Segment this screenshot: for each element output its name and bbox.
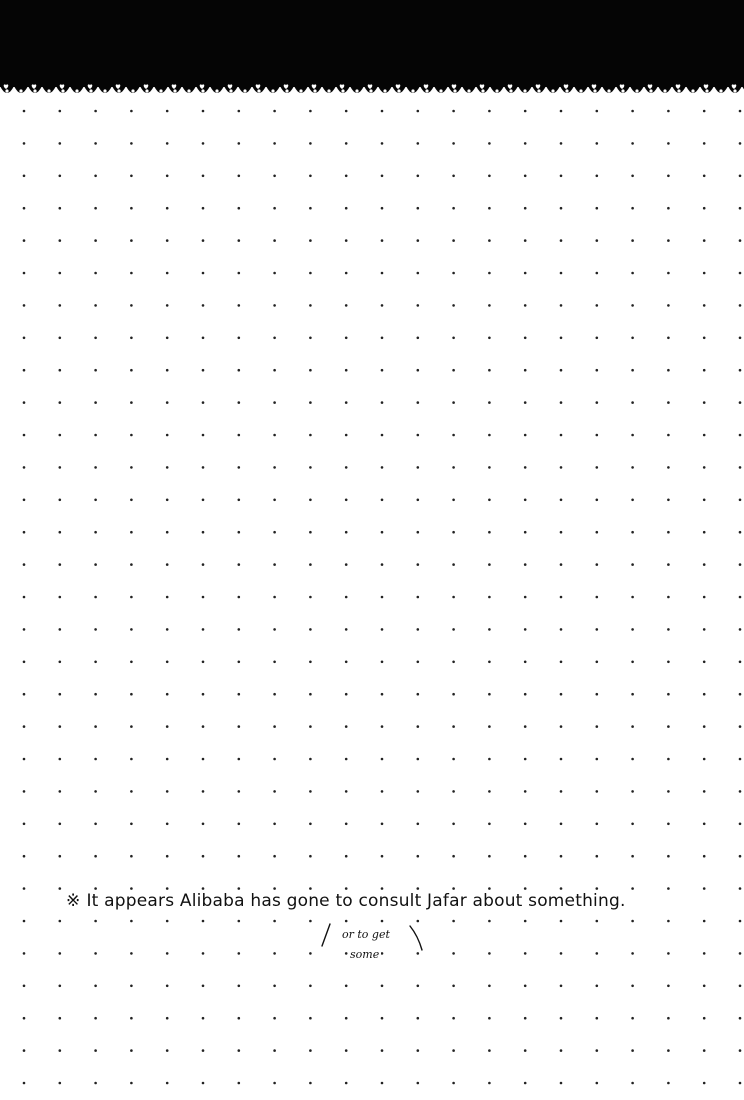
caption-text: It appears Alibaba has gone to consult Jafar about something. (86, 891, 626, 911)
caption-note (62, 891, 632, 911)
handwritten-aside (318, 920, 428, 970)
handwritten-line-1: or to get (342, 928, 390, 941)
reference-mark: ※ (66, 891, 81, 911)
handwritten-line-2: some (350, 948, 380, 961)
